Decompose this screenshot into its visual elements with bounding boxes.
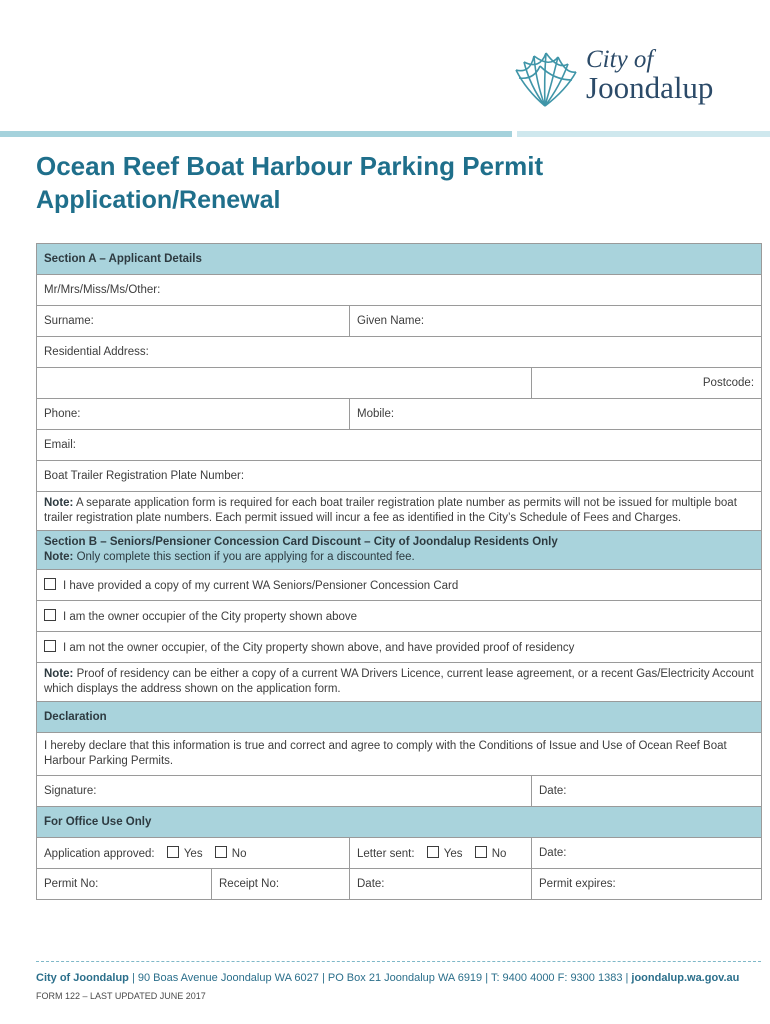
given-name-label: Given Name: — [357, 315, 425, 327]
office-date2-field[interactable] — [350, 869, 532, 900]
declaration-header: Declaration — [37, 702, 762, 733]
letter-no-checkbox[interactable] — [475, 846, 487, 858]
declaration-text: I hereby declare that this information is true and correct and agree to comply with the Conditions of Issue and Use of Ocean Reef Boat Harbour Parking Permits. — [37, 733, 762, 776]
postcode-field[interactable] — [532, 368, 762, 399]
section-b-note — [37, 663, 762, 702]
header-bar-primary — [0, 131, 512, 137]
form-number: FORM 122 – LAST UPDATED JUNE 2017 — [36, 991, 206, 1001]
mobile-field[interactable] — [350, 399, 762, 430]
yes-label: Yes — [183, 848, 203, 860]
section-a-header: Section A – Applicant Details — [37, 244, 762, 275]
plate-number-field[interactable] — [37, 461, 762, 492]
section-b-header — [37, 531, 762, 570]
footer-contact — [36, 972, 739, 984]
letter-sent-field — [350, 838, 532, 869]
footer-org: City of Joondalup — [36, 972, 129, 984]
option-label: I have provided a copy of my current WA Seniors/Pensioner Concession Card — [63, 580, 459, 592]
header-bar-secondary — [517, 131, 770, 137]
permit-no-label: Permit No: — [44, 878, 99, 890]
not-owner-occupier-option[interactable] — [37, 632, 762, 663]
date-label: Date: — [539, 847, 567, 859]
title-label: Mr/Mrs/Miss/Ms/Other: — [44, 284, 161, 296]
surname-label: Surname: — [44, 315, 94, 327]
concession-card-option[interactable] — [37, 570, 762, 601]
logo-line2: Joondalup — [586, 70, 714, 105]
city-of-joondalup-logo — [510, 46, 740, 112]
section-b-note-label: Note: — [44, 551, 74, 563]
phone-field[interactable] — [37, 399, 350, 430]
note-label: Note: — [44, 668, 74, 680]
yes-label: Yes — [443, 848, 463, 860]
date-label: Date: — [357, 878, 385, 890]
section-a-note — [37, 492, 762, 531]
logo-emblem-icon — [510, 50, 580, 108]
approved-label: Application approved: — [44, 848, 155, 860]
no-label: No — [231, 848, 247, 860]
email-label: Email: — [44, 439, 76, 451]
logo-line1: City of — [586, 46, 654, 73]
permit-expires-field[interactable] — [532, 869, 762, 900]
approved-yes-checkbox[interactable] — [167, 846, 179, 858]
office-use-header: For Office Use Only — [37, 807, 762, 838]
signature-field[interactable] — [37, 776, 532, 807]
page-subtitle: Application/Renewal — [36, 186, 281, 214]
section-b-title: Section B – Seniors/Pensioner Concession Card Discount – City of Joondalup Residents Only — [44, 536, 558, 548]
owner-occupier-option[interactable] — [37, 601, 762, 632]
note-text: Proof of residency can be either a copy of a current WA Drivers Licence, current lease agreement, or a recent Gas/Electricity Account which displays the address shown on the application form. — [44, 668, 754, 695]
page-title: Ocean Reef Boat Harbour Parking Permit — [36, 151, 544, 181]
declaration-date-field[interactable] — [532, 776, 762, 807]
mobile-label: Mobile: — [357, 408, 395, 420]
title-field[interactable] — [37, 275, 762, 306]
footer-website-link[interactable]: joondalup.wa.gov.au — [631, 972, 740, 984]
section-b-note-text: Only complete this section if you are applying for a discounted fee. — [73, 551, 415, 563]
permit-no-field[interactable] — [37, 869, 212, 900]
note-text: A separate application form is required for each boat trailer registration plate number as permits will not be issued for multiple boat trailer registration plate numbers. Each permit issued will incur a fee as identified in the City’s Schedule of Fees and Charges. — [44, 497, 737, 524]
footer-details: | 90 Boas Avenue Joondalup WA 6027 | PO Box 21 Joondalup WA 6919 | T: 9400 4000 F: 9300 1383 | — [128, 972, 632, 984]
postcode-label: Postcode: — [702, 377, 755, 389]
application-approved-field — [37, 838, 350, 869]
checkbox[interactable] — [44, 640, 56, 652]
phone-label: Phone: — [44, 408, 81, 420]
approved-no-checkbox[interactable] — [215, 846, 227, 858]
signature-label: Signature: — [44, 785, 97, 797]
checkbox[interactable] — [44, 609, 56, 621]
surname-field[interactable] — [37, 306, 350, 337]
note-label: Note: — [44, 497, 74, 509]
option-label: I am not the owner occupier, of the City property shown above, and have provided proof of residency — [63, 642, 575, 654]
email-field[interactable] — [37, 430, 762, 461]
no-label: No — [491, 848, 507, 860]
letter-sent-label: Letter sent: — [357, 848, 415, 860]
date-label: Date: — [539, 785, 567, 797]
footer-divider — [36, 961, 761, 962]
letter-yes-checkbox[interactable] — [427, 846, 439, 858]
option-label: I am the owner occupier of the City property shown above — [63, 611, 358, 623]
permit-expires-label: Permit expires: — [539, 878, 616, 890]
plate-number-label: Boat Trailer Registration Plate Number: — [44, 470, 245, 482]
receipt-no-field[interactable] — [212, 869, 350, 900]
address-line-field[interactable] — [37, 368, 532, 399]
given-name-field[interactable] — [350, 306, 762, 337]
application-form — [36, 243, 762, 900]
office-date-field[interactable] — [532, 838, 762, 869]
checkbox[interactable] — [44, 578, 56, 590]
residential-address-label: Residential Address: — [44, 346, 149, 358]
residential-address-field[interactable] — [37, 337, 762, 368]
receipt-no-label: Receipt No: — [219, 878, 280, 890]
